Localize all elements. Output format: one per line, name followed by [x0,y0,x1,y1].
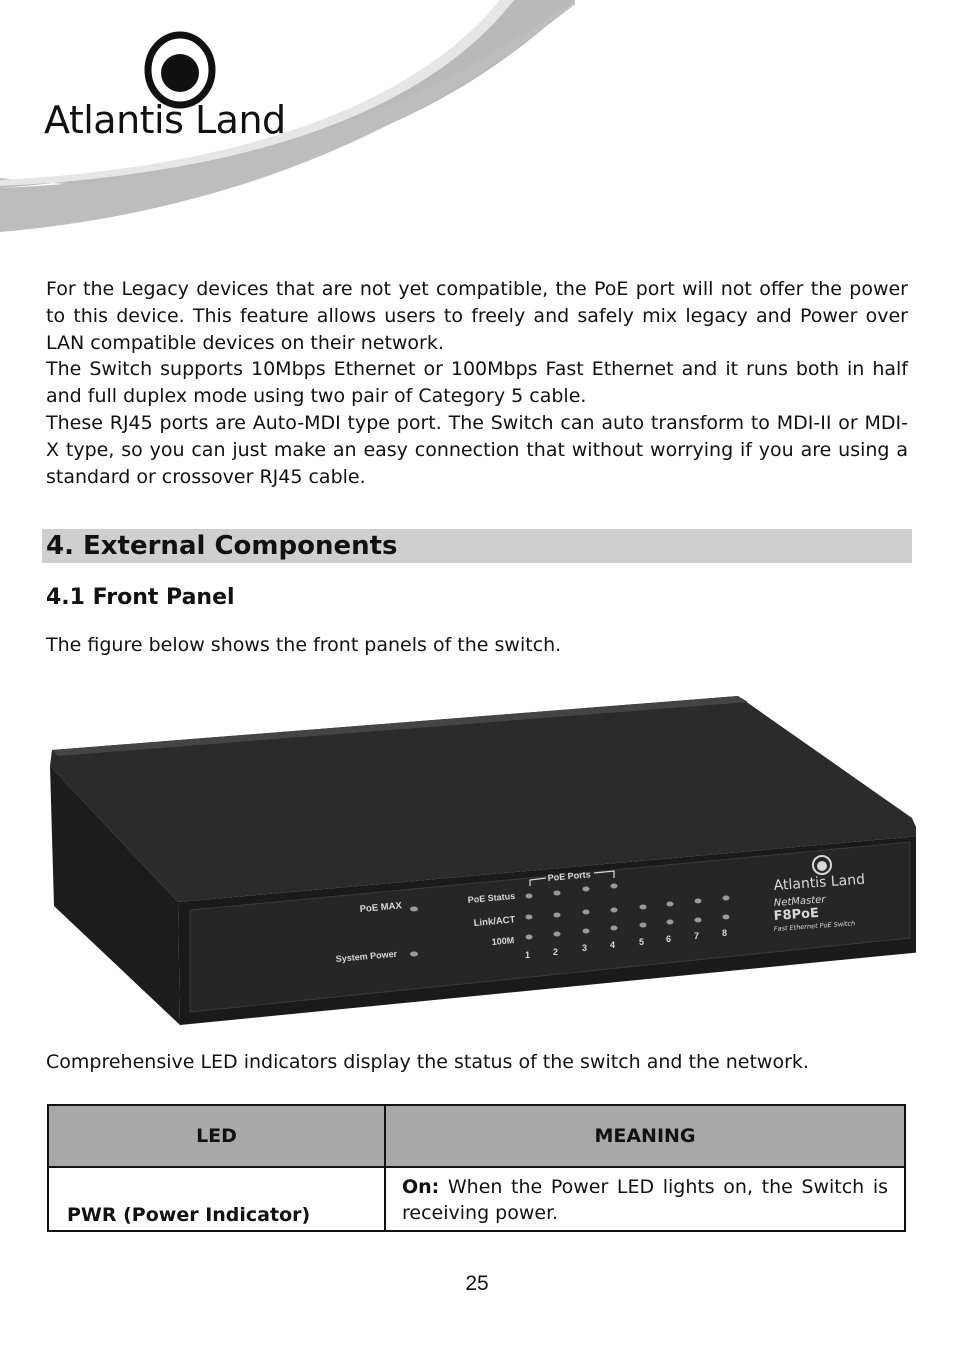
device-brand: Atlantis Land [773,871,866,894]
poe-max-label: PoE MAX [359,900,403,915]
poe-ports-label: PoE Ports [547,869,592,883]
port-number-2: 2 [553,947,559,957]
system-power-label: System Power [335,948,398,964]
link-act-label: Link/ACT [473,914,516,929]
paragraph-legacy: For the Legacy devices that are not yet compatible, the PoE port will not offer the power to this device. This feature allows users to freely and safely mix legacy and Power over LAN compatible devices on their network. [46,278,908,354]
port-number-8: 8 [722,928,728,938]
switch-front-panel-image [48,690,916,1030]
subsection-title: 4.1 Front Panel [46,585,235,610]
paragraph-mdi: These RJ45 ports are Auto-MDI type port. The Switch can auto transform to MDI-II or MDI-X type, so you can just make an easy connection that without worrying if you are using a standard or crossover RJ45 cable. [46,411,908,488]
port-number-5: 5 [639,937,645,947]
port-number-3: 3 [582,943,588,953]
section-title: 4. External Components [46,531,398,561]
brand-logo-icon [148,35,212,105]
section-header-bar [42,529,912,563]
meaning-description: When the Power LED lights on, the Switch is receiving power. [402,1176,888,1224]
device-model-line2: F8PoE [773,905,820,924]
led-meaning-cell [385,1167,905,1231]
poe-status-label: PoE Status [467,890,516,905]
brand-name: Atlantis Land [44,98,286,142]
port-number-4: 4 [610,940,616,950]
meaning-state-label: On: [402,1176,440,1198]
page-number: 25 [465,1272,489,1295]
speed-label: 100M [491,935,515,947]
led-name-cell: PWR (Power Indicator) [48,1167,385,1231]
table-row [48,1167,905,1231]
port-number-6: 6 [666,934,672,944]
device-model-line3: Fast Ethernet PoE Switch [773,919,856,933]
intro-paragraphs [46,276,908,490]
column-header-meaning: MEANING [385,1105,905,1167]
figure-intro: The figure below shows the front panels of the switch. [46,634,562,656]
port-number-7: 7 [694,931,700,941]
device-model-line1: NetMaster [773,894,826,909]
paragraph-speed: The Switch supports 10Mbps Ethernet or 100Mbps Fast Ethernet and it runs both in half and full duplex mode using two pair of Category 5 cable. [46,358,908,408]
table-header-row [48,1105,905,1167]
figure-caption: Comprehensive LED indicators display the status of the switch and the network. [46,1051,809,1073]
port-number-1: 1 [525,950,531,960]
led-table [47,1104,906,1232]
column-header-led: LED [48,1105,385,1167]
